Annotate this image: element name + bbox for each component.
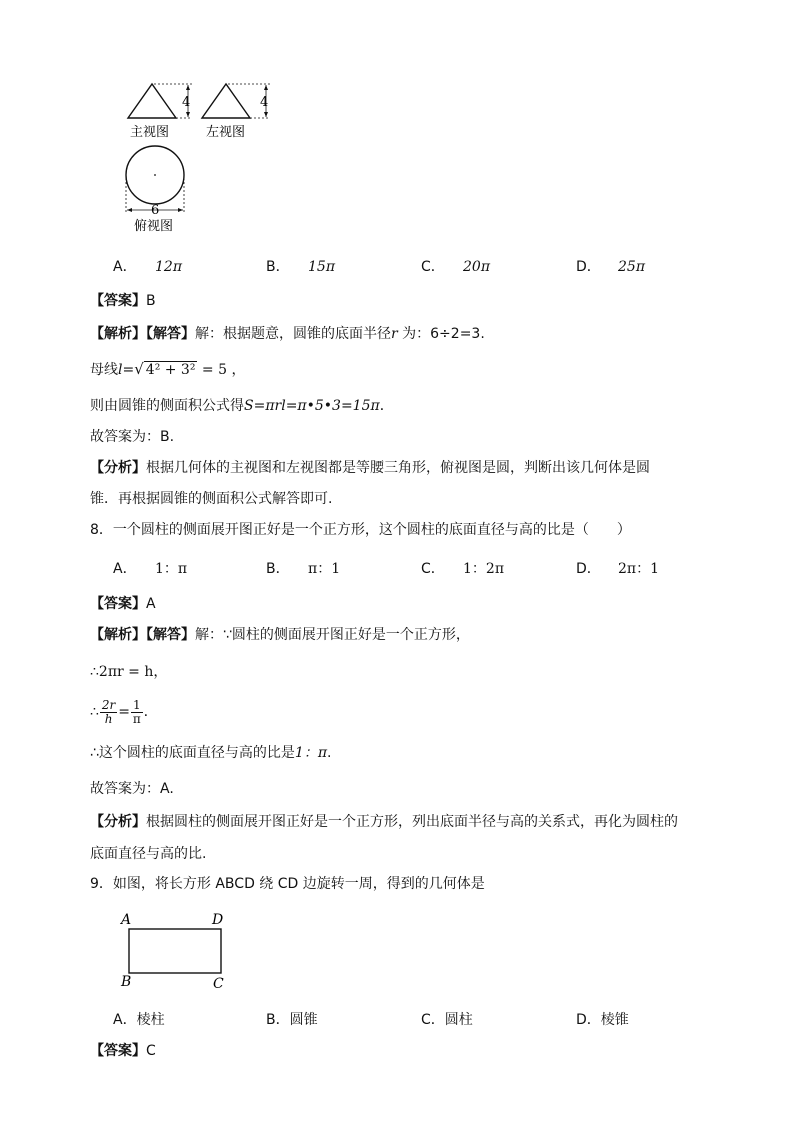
vertex-c-label: C [213,976,224,992]
left-height-value: 4 [260,95,269,110]
q9-option-d[interactable]: D．棱锥 [576,1012,629,1028]
q8-analysis-line3: ∴ $\frac{2r}{h}$ = $\frac{1}{\pi}$ . [90,697,149,726]
front-view-label: 主视图 [130,125,170,140]
q7-analysis-line3: 则由圆锥的侧面积公式得S=πrl=π•5•3=15π． [90,398,394,414]
q9-option-b[interactable]: B．圆锥 [266,1012,318,1028]
q9-option-a[interactable]: A．棱柱 [113,1012,165,1028]
q8-option-a[interactable]: A． 1：π [113,561,188,577]
q8-analysis-line4: ∴这个圆柱的底面直径与高的比是1：π. [90,745,332,761]
q7-option-b[interactable]: B． 15π [266,259,336,275]
q8-analysis-line2: ∴2πr = h， [90,664,168,680]
q8-final-answer: 故答案为：A. [90,781,174,797]
left-view-label: 左视图 [206,125,246,140]
q7-option-a[interactable]: A． 12π [113,259,183,275]
q7-analysis-line2: 母线l=√ 4² + 3² = 5 ， [90,360,246,378]
q8-analysis-line1: 【解析】【解答】解：∵圆柱的侧面展开图正好是一个正方形， [90,627,470,643]
q9-question: 9．如图，将长方形 ABCD 绕 CD 边旋转一周，得到的几何体是 [90,876,485,892]
vertex-a-label: A [121,912,132,928]
three-view-figure [118,80,288,240]
q8-fenxi-line1: 【分析】根据圆柱的侧面展开图正好是一个正方形，列出底面半径与高的关系式，再化为圆柱的 [90,814,678,830]
q7-final-answer: 故答案为：B. [90,429,175,445]
q7-fenxi-line1: 【分析】根据几何体的主视图和左视图都是等腰三角形，俯视图是圆，判断出该几何体是圆 [90,460,650,476]
q8-fenxi-line2: 底面直径与高的比. [90,846,207,862]
q7-answer: 【答案】B [90,293,156,309]
q7-option-c[interactable]: C． 20π [421,259,491,275]
q9-option-c[interactable]: C．圆柱 [421,1012,473,1028]
q7-option-d[interactable]: D． 25π [576,259,646,275]
q8-answer: 【答案】A [90,596,156,612]
q8-option-b[interactable]: B． π：1 [266,561,341,577]
rectangle-abcd [129,929,221,973]
q7-analysis-line1: 【解析】【解答】解：根据题意，圆锥的底面半径r 为：6÷2=3. [90,326,485,342]
vertex-b-label: B [121,974,132,990]
q8-option-d[interactable]: D． 2π：1 [576,561,660,577]
front-height-value: 4 [182,95,191,110]
q9-answer: 【答案】C [90,1043,156,1059]
top-view-label: 俯视图 [134,219,174,234]
vertex-d-label: D [212,912,224,928]
front-view-triangle [128,84,176,118]
left-view-triangle [202,84,250,118]
diameter-value: 6 [151,203,160,218]
rectangle-abcd-figure [115,908,240,994]
q8-option-c[interactable]: C． 1：2π [421,561,505,577]
q7-fenxi-line2: 锥．再根据圆锥的侧面积公式解答即可. [90,491,333,507]
q8-question: 8．一个圆柱的侧面展开图正好是一个正方形，这个圆柱的底面直径与高的比是（ ） [90,522,631,538]
